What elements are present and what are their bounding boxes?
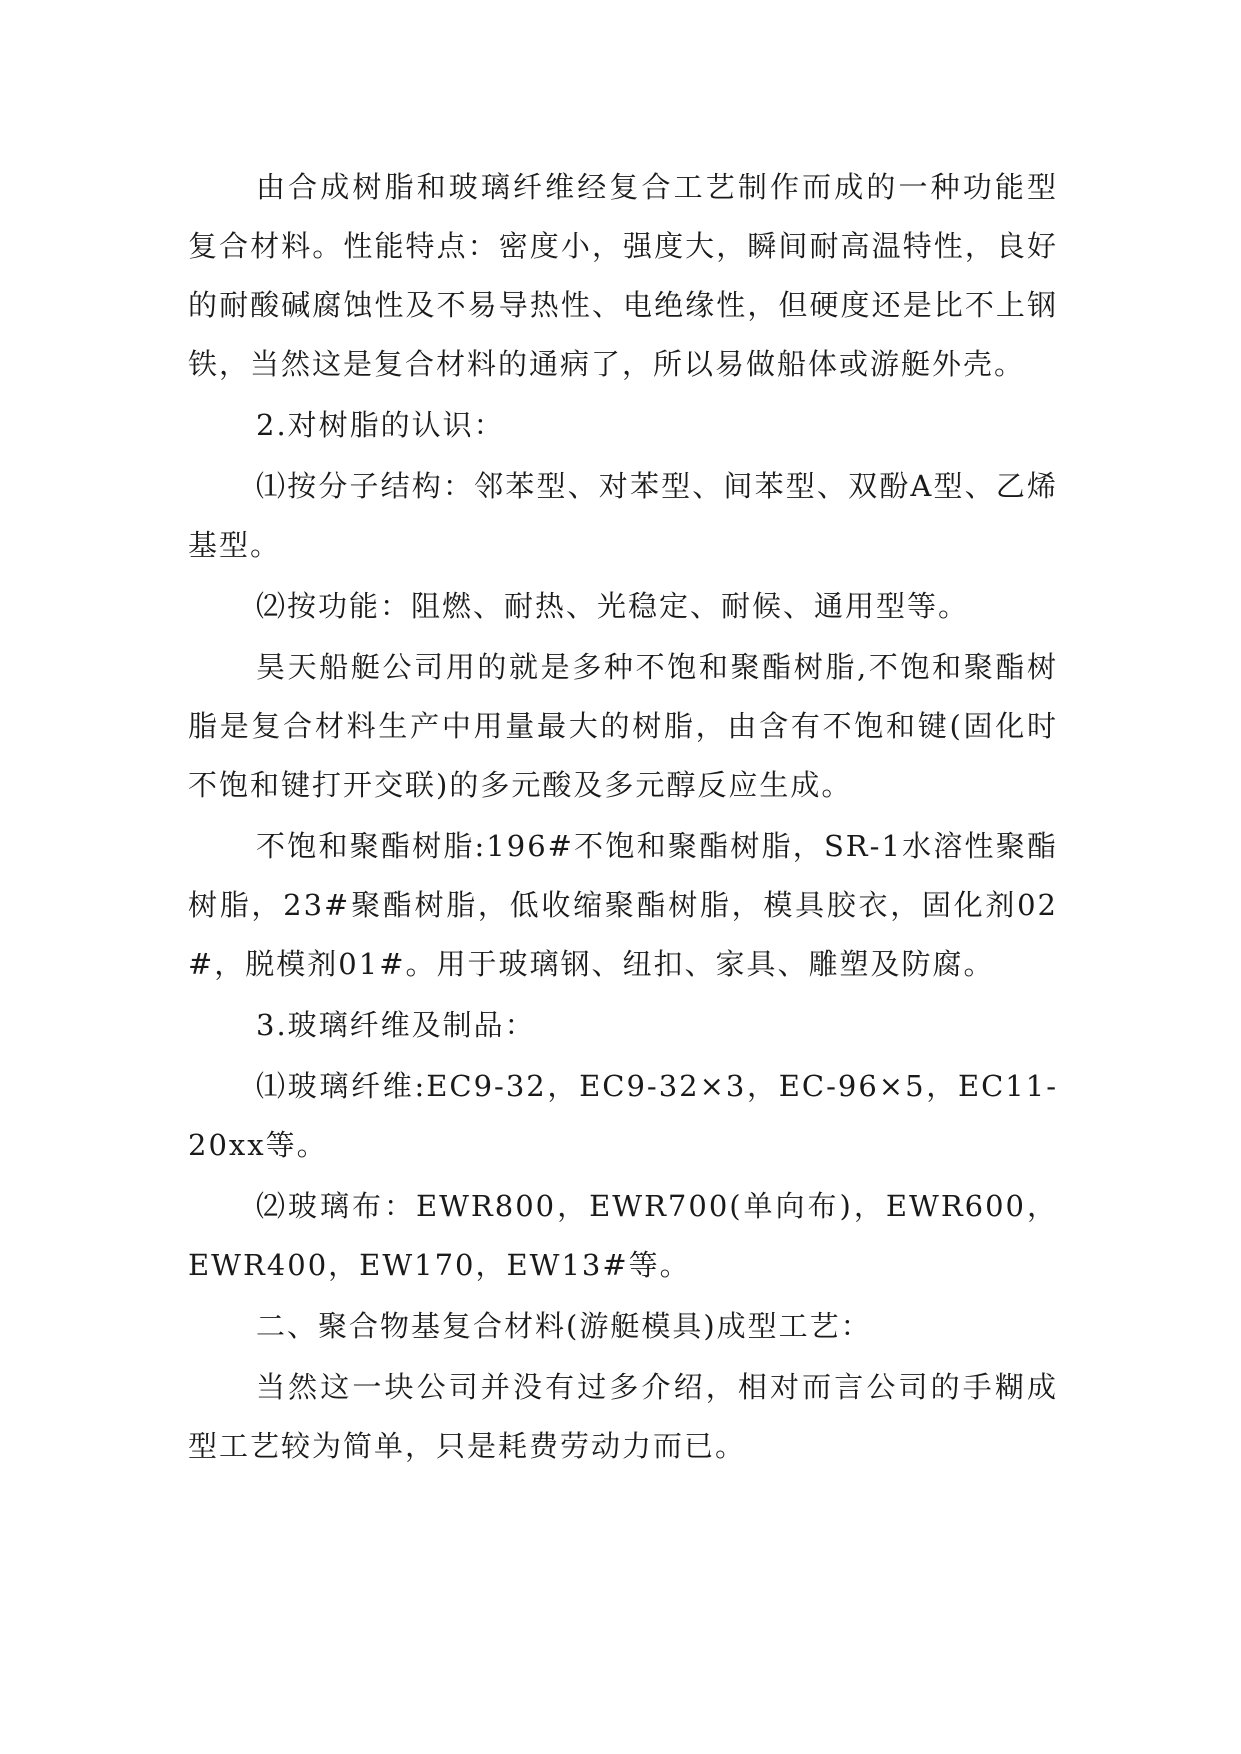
paragraph-hand-layup: 当然这一块公司并没有过多介绍，相对而言公司的手糊成型工艺较为简单，只是耗费劳动力而已。 [188, 1370, 1058, 1463]
paragraph-resin-types: 不饱和聚酯树脂:196#不饱和聚酯树脂，SR-1水溶性聚酯树脂，23#聚酯树脂，低收缩聚酯树脂，模具胶衣，固化剂02#，脱模剂01#。用于玻璃钢、纽扣、家具、雕塑及防腐。 [188, 829, 1058, 981]
heading-resin: 2.对树脂的认识： [256, 408, 505, 442]
paragraph-company-resin: 昊天船艇公司用的就是多种不饱和聚酯树脂,不饱和聚酯树脂是复合材料生产中用量最大的树脂，由含有不饱和键(固化时不饱和键打开交联)的多元酸及多元醇反应生成。 [188, 650, 1058, 802]
list-item-glass-fiber: ⑴玻璃纤维:EC9-32，EC9-32×3，EC-96×5，EC11-20xx等。 [188, 1069, 1058, 1162]
heading-molding-process: 二、聚合物基复合材料(游艇模具)成型工艺： [256, 1309, 872, 1343]
list-item-glass-cloth: ⑵玻璃布：EWR800，EWR700(单向布)，EWR600，EWR400，EW170，EW13#等。 [188, 1189, 1058, 1282]
heading-glass-fiber: 3.玻璃纤维及制品： [256, 1008, 536, 1042]
document-body [188, 158, 1058, 1478]
paragraph-frp-description: 由合成树脂和玻璃纤维经复合工艺制作而成的一种功能型复合材料。性能特点：密度小，强度大，瞬间耐高温特性，良好的耐酸碱腐蚀性及不易导热性、电绝缘性，但硬度还是比不上钢铁，当然这是复合材料的通病了，所以易做船体或游艇外壳。 [188, 170, 1058, 381]
list-item-function: ⑵按功能：阻燃、耐热、光稳定、耐候、通用型等。 [256, 589, 970, 623]
list-item-structure: ⑴按分子结构：邻苯型、对苯型、间苯型、双酚A型、乙烯基型。 [188, 469, 1058, 562]
